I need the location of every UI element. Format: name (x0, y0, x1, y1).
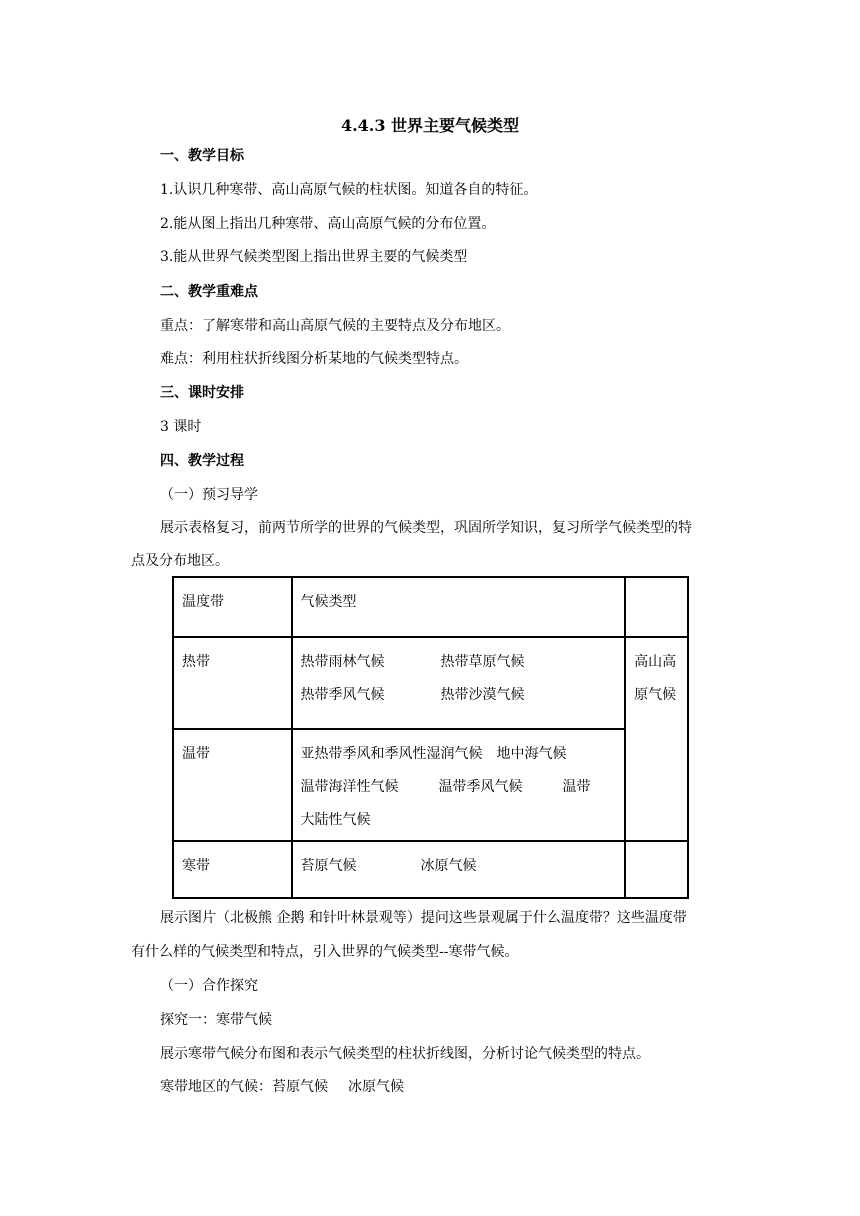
paragraph-review-line1: 展示表格复习，前两节所学的世界的气候类型，巩固所学知识，复习所学气候类型的特 (160, 520, 692, 536)
table-cell-frigid-extra (625, 841, 688, 898)
page-title: 4.4.3 世界主要气候类型 (340, 116, 520, 135)
table-header-zone: 温度带 (173, 577, 292, 637)
paragraph-images-line1: 展示图片（北极熊 企鹅 和针叶林景观等）提问这些景观属于什么温度带？这些温度带 (160, 910, 687, 926)
table-cell-frigid-types: 苔原气候 冰原气候 (292, 841, 626, 898)
table-cell-temperate-types: 亚热带季风和季风性湿润气候 地中海气候 温带海洋性气候 温带季风气候 温带 大陆性气候 (292, 729, 626, 841)
objective-item-3: 3.能从世界气候类型图上指出世界主要的气候类型 (160, 249, 468, 265)
objective-item-2: 2.能从图上指出几种寒带、高山高原气候的分布位置。 (160, 216, 496, 232)
section-heading-process: 四、教学过程 (160, 453, 244, 469)
paragraph-review-line2: 点及分布地区。 (131, 553, 229, 569)
section-heading-keypoints: 二、教学重难点 (160, 284, 258, 300)
subheading-cooperative: （一）合作探究 (160, 978, 258, 994)
section-heading-schedule: 三、课时安排 (160, 385, 244, 401)
table-cell-highland: 高山高 原气候 (625, 637, 688, 841)
explore-heading-frigid: 探究一：寒带气候 (160, 1012, 272, 1028)
section-heading-objectives: 一、教学目标 (160, 148, 244, 164)
table-header-types: 气候类型 (292, 577, 626, 637)
table-cell-tropical-types: 热带雨林气候 热带草原气候 热带季风气候 热带沙漠气候 (292, 637, 626, 729)
difficult-point-text: 难点：利用柱状折线图分析某地的气候类型特点。 (160, 351, 468, 367)
frigid-climates-line: 寒带地区的气候：苔原气候 冰原气候 (160, 1079, 404, 1095)
table-cell-temperate-zone: 温带 (173, 729, 292, 841)
schedule-text: 3 课时 (160, 419, 202, 435)
key-point-text: 重点：了解寒带和高山高原气候的主要特点及分布地区。 (160, 318, 510, 334)
objective-item-1: 1.认识几种寒带、高山高原气候的柱状图。知道各自的特征。 (160, 182, 538, 198)
table-cell-tropical-zone: 热带 (173, 637, 292, 729)
paragraph-distribution: 展示寒带气候分布图和表示气候类型的柱状折线图，分析讨论气候类型的特点。 (160, 1046, 650, 1062)
paragraph-images-line2: 有什么样的气候类型和特点，引入世界的气候类型--寒带气候。 (131, 944, 519, 960)
table-header-extra (625, 577, 688, 637)
subheading-preview: （一）预习导学 (160, 487, 258, 503)
climate-review-table (172, 576, 689, 899)
table-cell-frigid-zone: 寒带 (173, 841, 292, 898)
